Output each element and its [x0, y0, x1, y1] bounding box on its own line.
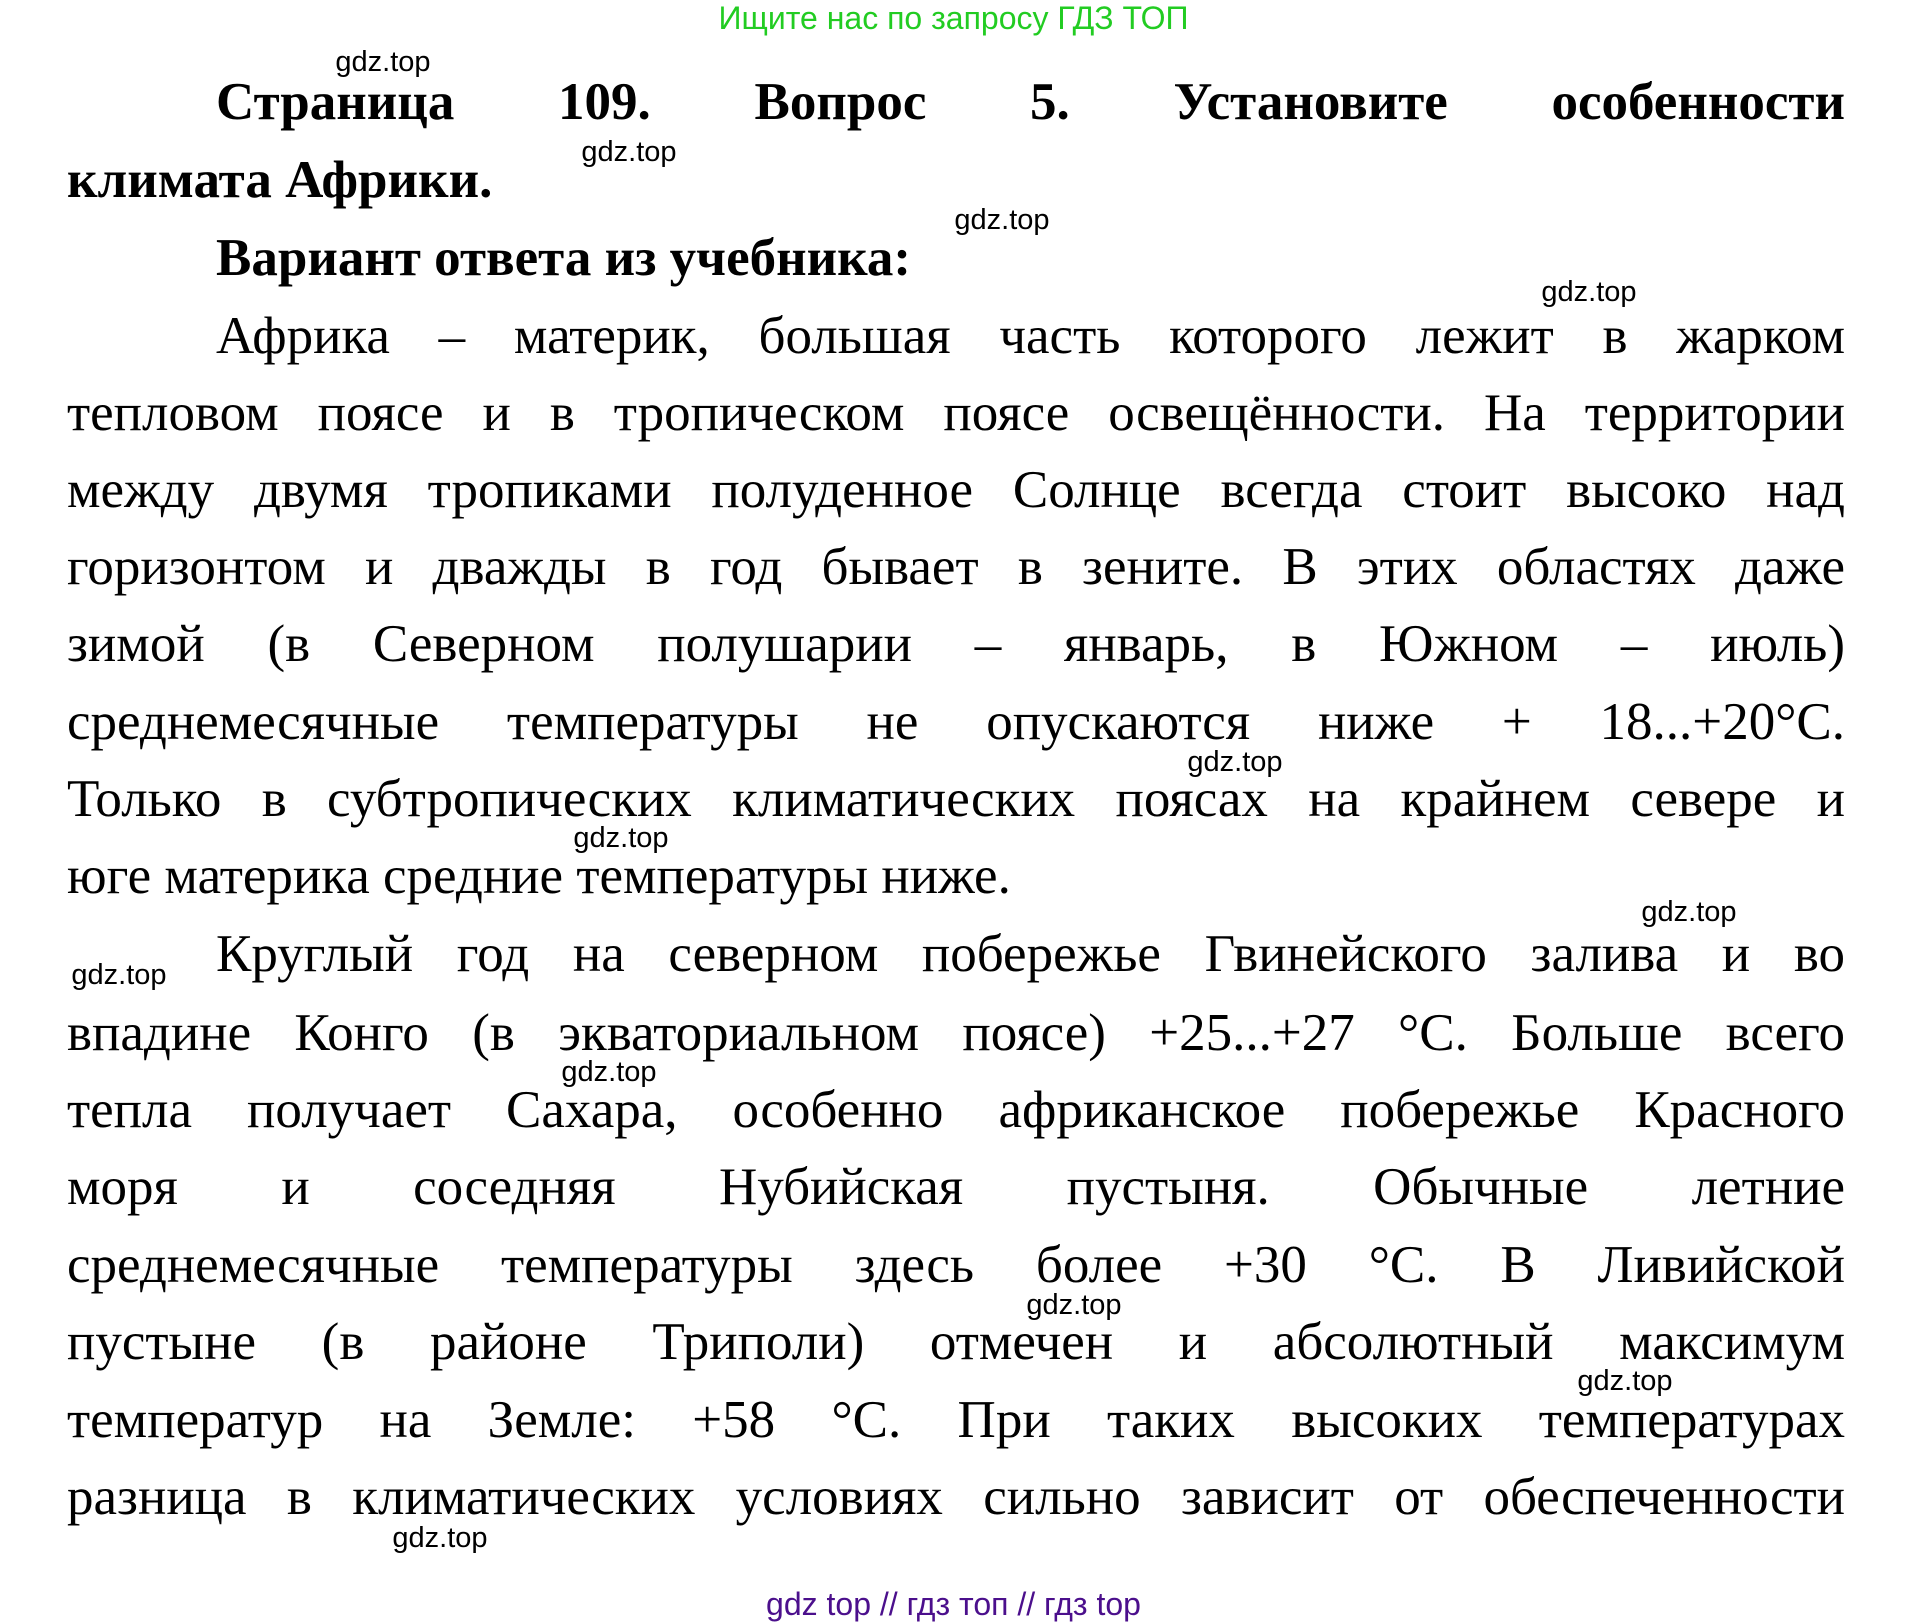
watermark: gdz.top [335, 46, 431, 78]
watermark: gdz.top [1541, 276, 1637, 308]
paragraph-1-line: между двумя тропиками полуденное Солнце всегда стоит высоко над [67, 461, 1845, 519]
watermark: gdz.top [1187, 746, 1283, 778]
paragraph-1-line: тепловом поясе и в тропическом поясе освещённости. На территории [67, 384, 1845, 442]
answer-subtitle: Вариант ответа из учебника: [216, 229, 912, 287]
watermark: gdz.top [1577, 1365, 1673, 1397]
paragraph-2-line: впадине Конго (в экваториальном поясе) +25...+27 °С. Больше всего [67, 1004, 1845, 1062]
watermark: gdz.top [573, 822, 669, 854]
watermark: gdz.top [392, 1522, 488, 1554]
watermark: gdz.top [71, 959, 167, 991]
paragraph-2-line: температур на Земле: +58 °С. При таких высоких температурах [67, 1391, 1845, 1449]
footer-banner: gdz top // гдз топ // гдз top [766, 1586, 1141, 1622]
paragraph-1-line: зимой (в Северном полушарии – январь, в Южном – июль) [67, 615, 1845, 673]
paragraph-1-line: горизонтом и дважды в год бывает в зените. В этих областях даже [67, 538, 1845, 596]
watermark: gdz.top [1641, 896, 1737, 928]
paragraph-2-line: среднемесячные температуры здесь более +30 °С. В Ливийской [67, 1236, 1845, 1294]
paragraph-1-line: среднемесячные температуры не опускаются ниже + 18...+20°С. [67, 693, 1845, 751]
header-banner: Ищите нас по запросу ГДЗ ТОП [718, 0, 1189, 36]
watermark: gdz.top [561, 1056, 657, 1088]
watermark: gdz.top [954, 204, 1050, 236]
paragraph-2-line: Круглый год на северном побережье Гвинейского залива и во [216, 925, 1845, 983]
question-title-line-2: климата Африки. [67, 151, 493, 209]
paragraph-1-line: Только в субтропических климатических поясах на крайнем севере и [67, 770, 1845, 828]
paragraph-2-line: тепла получает Сахара, особенно африканское побережье Красного [67, 1081, 1845, 1139]
watermark: gdz.top [1026, 1289, 1122, 1321]
paragraph-1-line: юге материка средние температуры ниже. [67, 847, 1011, 905]
question-title-line-1: Страница 109. Вопрос 5. Установите особенности [216, 73, 1845, 131]
paragraph-1-line: Африка – материк, большая часть которого лежит в жарком [216, 307, 1845, 365]
paragraph-2-line: моря и соседняя Нубийская пустыня. Обычные летние [67, 1158, 1845, 1216]
watermark: gdz.top [581, 136, 677, 168]
paragraph-2-line: разница в климатических условиях сильно зависит от обеспеченности [67, 1468, 1845, 1526]
paragraph-2-line: пустыне (в районе Триполи) отмечен и абсолютный максимум [67, 1313, 1845, 1371]
